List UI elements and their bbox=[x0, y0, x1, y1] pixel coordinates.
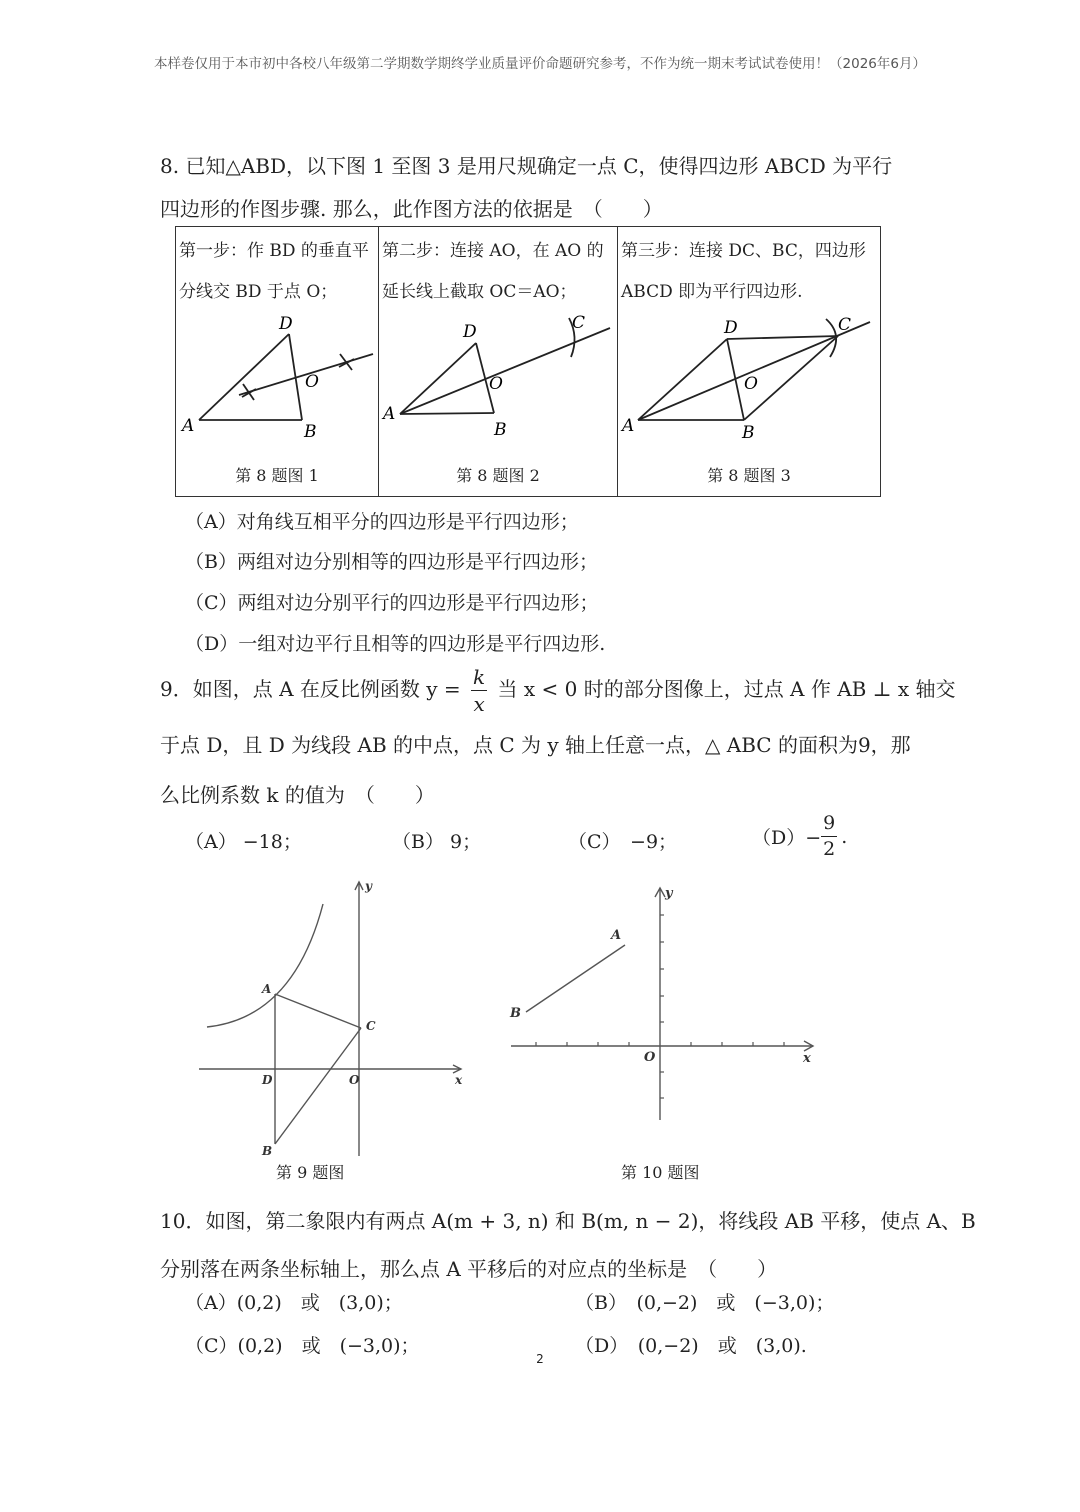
q10-stem-line2: 分别落在两条坐标轴上，那么点 A 平移后的对应点的坐标是 （ ） bbox=[160, 1257, 778, 1281]
q8-figure3 bbox=[618, 309, 879, 449]
q8-fig2-caption: 第 8 题图 2 bbox=[456, 466, 540, 485]
q8-stem-line2: 四边形的作图步骤. 那么，此作图方法的依据是 （ ） bbox=[160, 197, 663, 221]
q8-option-b: （B）两组对边分别相等的四边形是平行四边形； bbox=[185, 551, 598, 573]
fig2-side-ab bbox=[400, 413, 494, 414]
fig2-label-b: B bbox=[494, 420, 507, 440]
q10-option-a: （A）(0,2) 或 (3,0)； bbox=[185, 1292, 403, 1314]
q8-option-a: （A）对角线互相平分的四边形是平行四边形； bbox=[185, 511, 579, 533]
fig1-label-b: B bbox=[304, 422, 317, 442]
fig9-label-c: C bbox=[366, 1019, 376, 1033]
fig1-side-ad bbox=[199, 334, 289, 420]
fig3-label-d: D bbox=[724, 318, 738, 338]
q10-stem-line1: 10．如图，第二象限内有两点 A(m + 3, n) 和 B(m, n − 2)，将线段 AB 平移，使点 A、B bbox=[160, 1209, 976, 1233]
page-header: 本样卷仅用于本市初中各校八年级第二学期数学期终学业质量评价命题研究参考，不作为统一期末考试试卷使用！（2026年6月） bbox=[154, 56, 926, 72]
page-number: 2 bbox=[536, 1352, 544, 1366]
q9-option-a: （A） −18； bbox=[185, 831, 302, 853]
fig3-label-o: O bbox=[744, 374, 758, 394]
q8-steps-table bbox=[175, 226, 881, 497]
q8-option-d: （D）一组对边平行且相等的四边形是平行四边形. bbox=[185, 633, 606, 655]
q9-stem-line1 bbox=[160, 667, 956, 714]
fig3-side-dc bbox=[727, 336, 838, 339]
q9-optd-den: 2 bbox=[823, 838, 836, 860]
q10-figure bbox=[505, 880, 825, 1130]
q8-fig1-caption: 第 8 题图 1 bbox=[235, 466, 319, 485]
q9-option-d bbox=[752, 814, 847, 859]
q9-figure-caption: 第 9 题图 bbox=[276, 1163, 345, 1182]
q9-fraction-k-over-x bbox=[471, 667, 487, 714]
fig2-label-o: O bbox=[489, 374, 503, 394]
q8-step2-text: 第二步：连接 AO，在 AO 的延长线上截取 OC＝AO； bbox=[382, 241, 604, 302]
fig3-label-a: A bbox=[622, 416, 635, 436]
fig9-hyperbola bbox=[207, 904, 323, 1027]
fig10-label-b: B bbox=[510, 1006, 521, 1021]
q10-option-d: （D） (0,−2) 或 (3,0). bbox=[575, 1335, 807, 1357]
q8-fig3-caption: 第 8 题图 3 bbox=[707, 466, 791, 485]
fig10-label-y: y bbox=[665, 886, 673, 901]
q8-step1-cell bbox=[176, 227, 379, 497]
q9-option-c: （C） −9； bbox=[568, 831, 678, 853]
q9-option-d-prefix: （D）− bbox=[752, 827, 822, 849]
fig2-label-a: A bbox=[383, 404, 396, 424]
fig9-label-y: y bbox=[365, 879, 372, 893]
fig10-label-o: O bbox=[644, 1050, 656, 1065]
q8-step1-text: 第一步：作 BD 的垂直平分线交 BD 于点 O； bbox=[179, 241, 369, 302]
q9-option-b: （B） 9； bbox=[392, 831, 482, 853]
q9-stem-line2: 于点 D，且 D 为线段 AB 的中点，点 C 为 y 轴上任意一点，△ ABC 的面积为9，那 bbox=[160, 733, 911, 757]
q8-figure1 bbox=[176, 309, 377, 449]
q10-option-c: （C）(0,2) 或 (−3,0)； bbox=[185, 1335, 420, 1357]
fig9-label-o: O bbox=[349, 1073, 360, 1087]
fig10-label-a: A bbox=[611, 928, 622, 943]
q9-frac-den: x bbox=[473, 692, 485, 716]
fig3-label-c: C bbox=[838, 315, 852, 335]
q8-option-c: （C）两组对边分别平行的四边形是平行四边形； bbox=[185, 592, 599, 614]
q8-step3-text: 第三步：连接 DC、BC，四边形 ABCD 即为平行四边形. bbox=[621, 241, 866, 302]
fig1-label-o: O bbox=[305, 372, 319, 392]
fig1-label-d: D bbox=[279, 314, 293, 334]
q9-stem-line3: 么比例系数 k 的值为 （ ） bbox=[160, 783, 435, 807]
fig3-label-b: B bbox=[742, 423, 755, 443]
q8-step2-cell bbox=[379, 227, 618, 497]
fig10-label-x: x bbox=[803, 1051, 811, 1066]
fig2-label-c: C bbox=[572, 313, 586, 333]
fig9-label-b: B bbox=[262, 1144, 273, 1157]
q10-figure-caption: 第 10 题图 bbox=[621, 1163, 700, 1182]
fig9-label-d: D bbox=[262, 1073, 273, 1087]
fig2-side-ad bbox=[400, 343, 476, 414]
q9-stem-line1-a: 9．如图，点 A 在反比例函数 y = bbox=[160, 677, 461, 701]
q8-stem-line1: 8. 已知△ABD，以下图 1 至图 3 是用尺规确定一点 C，使得四边形 ABCD 为平行 bbox=[160, 154, 893, 178]
fig9-segment-ac bbox=[275, 994, 361, 1028]
fig2-ray-ac bbox=[400, 328, 610, 414]
q9-frac-num: k bbox=[473, 665, 486, 689]
fig3-side-cb bbox=[744, 336, 838, 420]
q10-option-b: （B） (0,−2) 或 (−3,0)； bbox=[575, 1292, 835, 1314]
fig10-segment-ab bbox=[526, 945, 625, 1012]
fig3-side-ad bbox=[638, 339, 727, 420]
fig1-label-a: A bbox=[182, 416, 195, 436]
q8-figure2 bbox=[379, 309, 616, 449]
q9-optd-num: 9 bbox=[821, 814, 837, 837]
q9-option-d-fraction bbox=[821, 814, 837, 859]
fig9-label-a: A bbox=[262, 982, 272, 996]
q9-stem-line1-b: 当 x < 0 时的部分图像上，过点 A 作 AB ⊥ x 轴交 bbox=[497, 677, 956, 701]
q9-figure bbox=[195, 872, 475, 1157]
fig2-label-d: D bbox=[463, 322, 477, 342]
q8-step3-cell bbox=[618, 227, 881, 497]
q9-option-d-suffix: . bbox=[841, 825, 848, 848]
fig9-label-x: x bbox=[455, 1073, 463, 1087]
